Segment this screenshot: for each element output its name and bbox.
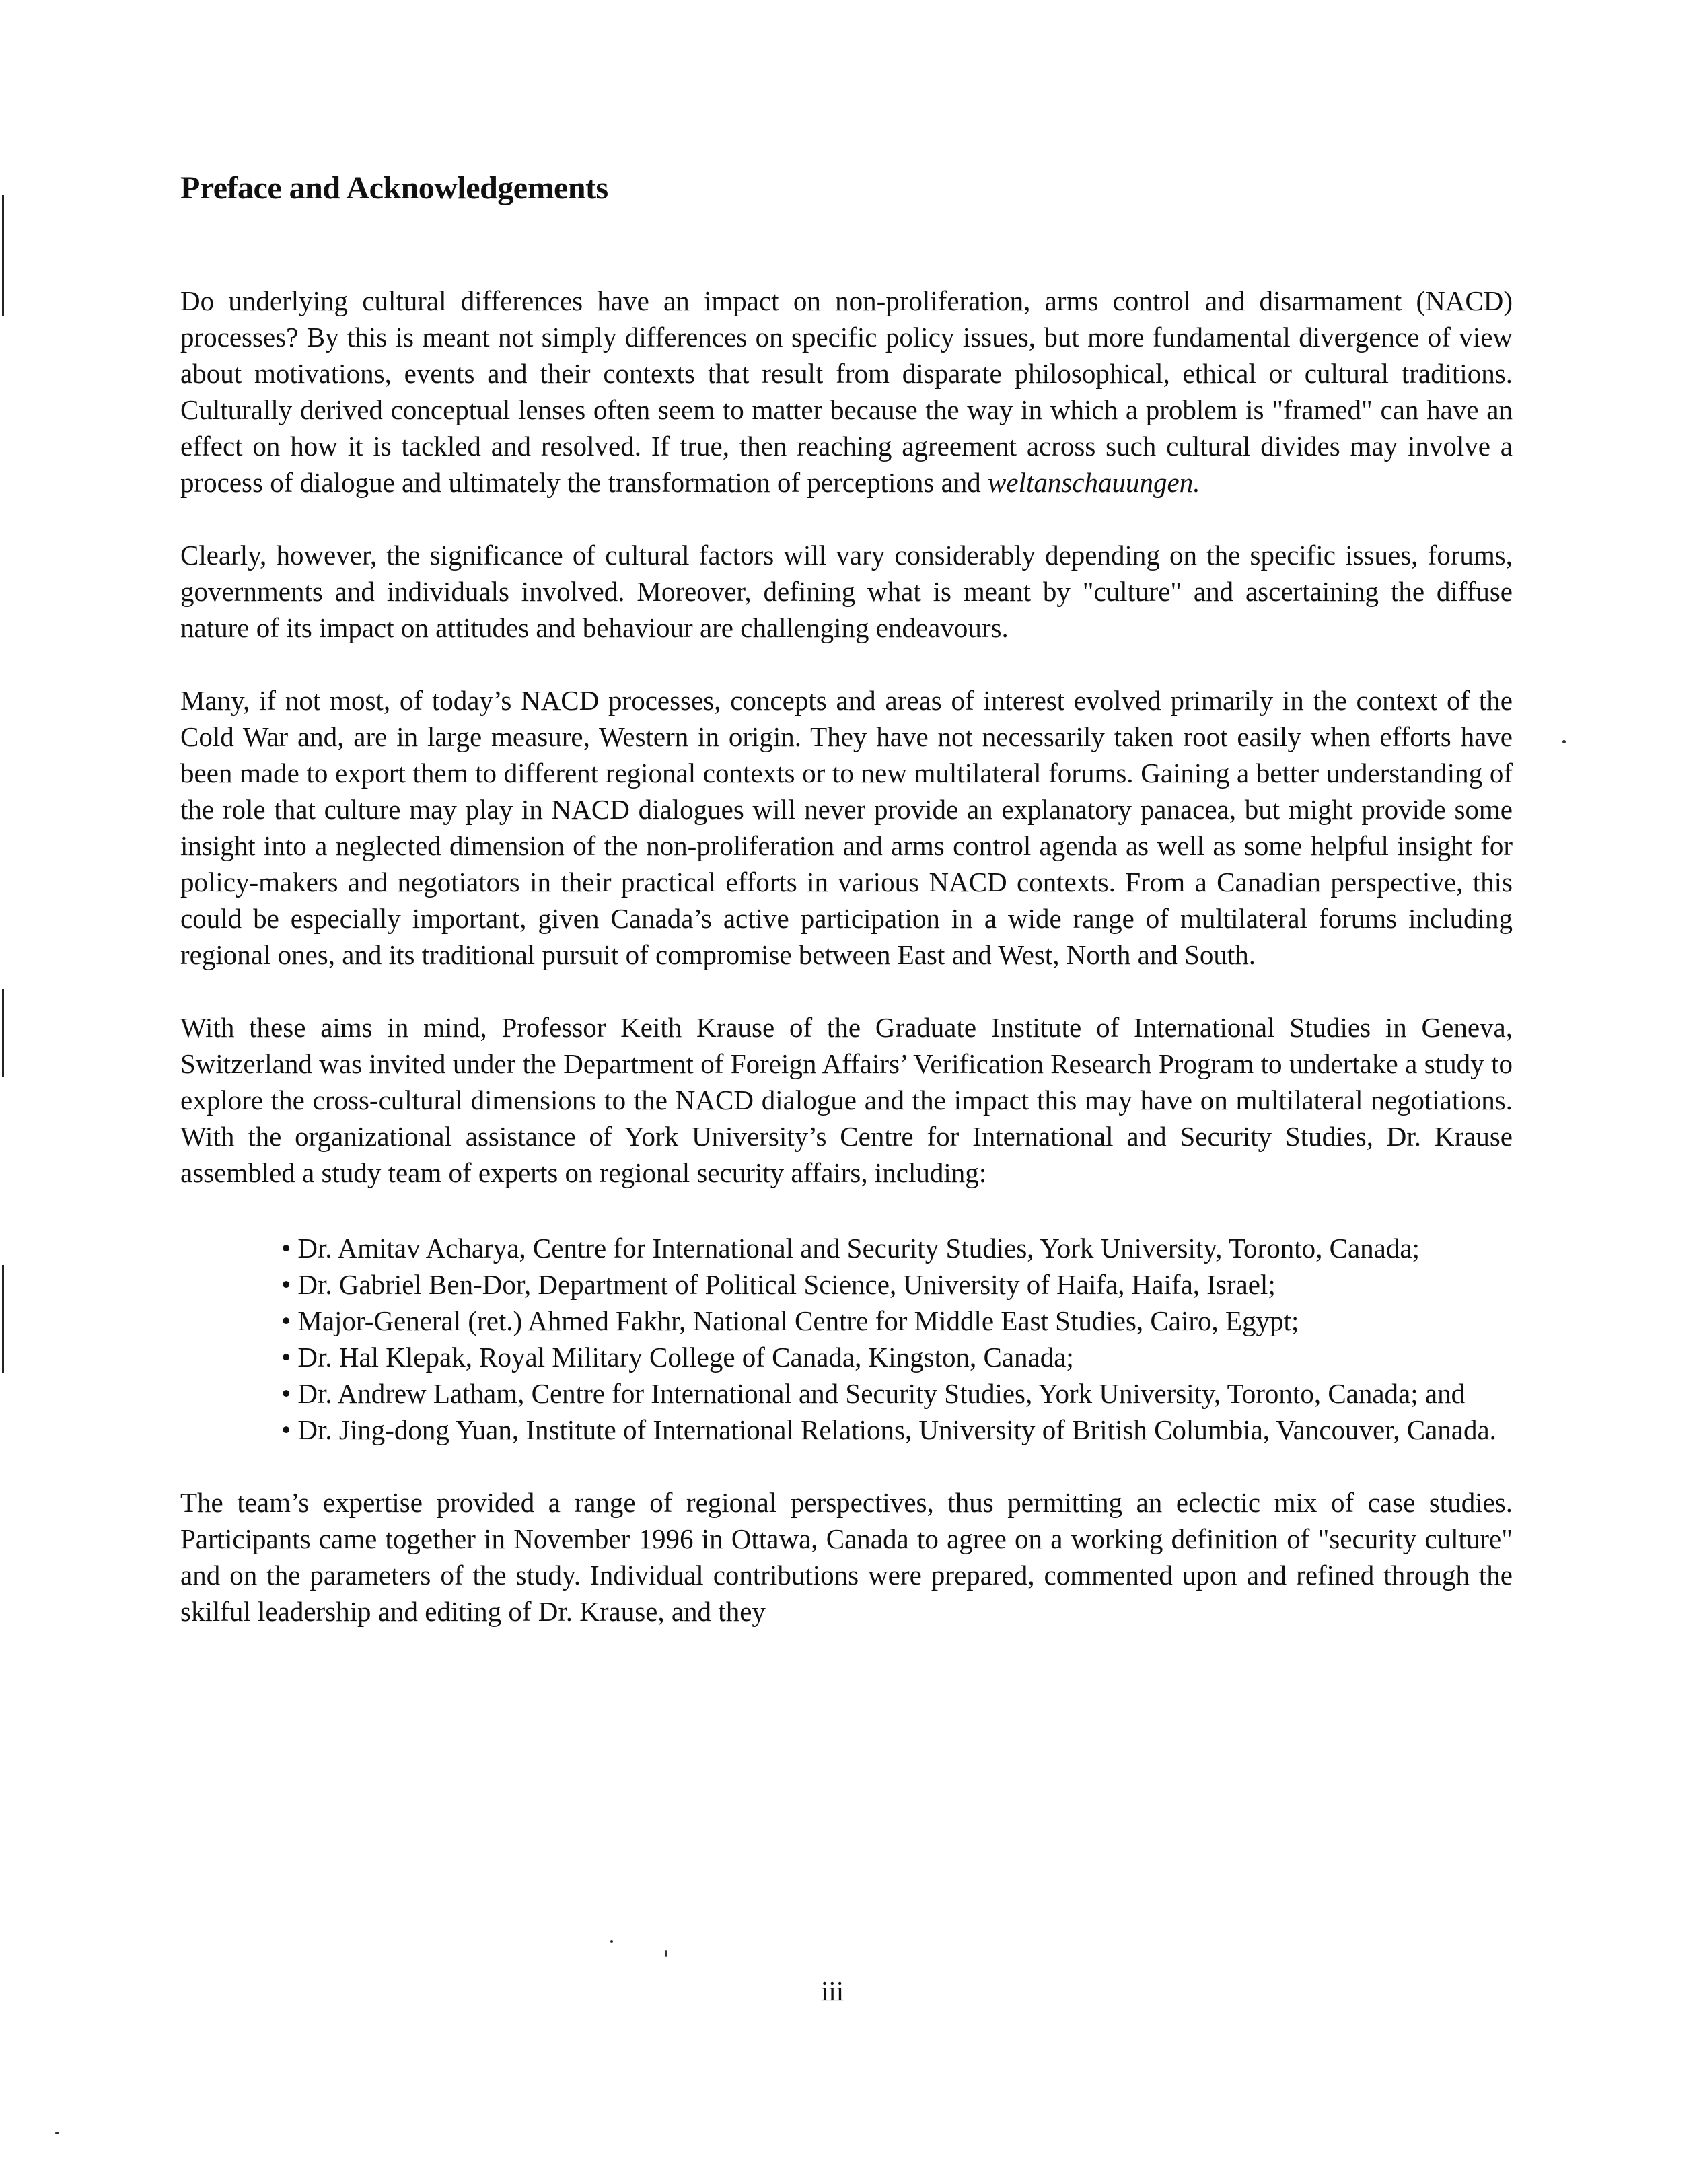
list-item-text: Dr. Hal Klepak, Royal Military College of Canada, Kingston, Canada; bbox=[297, 1342, 1074, 1373]
page-title: Preface and Acknowledgements bbox=[180, 170, 608, 206]
paragraph: With these aims in mind, Professor Keith Krause of the Graduate Institute of International Studies in Geneva, Switzerland was invited under the Department of Foreign Affairs’ Verification Research Program to undertake a study to explore the cross-cultural dimensions to the NACD dialogue and the impact this may have on multilateral negotiations. With the organizational assistance of York University’s Centre for International and Security Studies, Dr. Krause assembled a study team of experts on regional security affairs, including: bbox=[180, 1012, 1513, 1188]
paragraph bbox=[180, 283, 1513, 501]
document-body bbox=[180, 283, 1513, 1666]
scan-speck bbox=[610, 1940, 613, 1943]
paragraph: Clearly, however, the significance of cultural factors will vary considerably depending on the specific issues, forums, governments and individuals involved. Moreover, defining what is meant by "culture" and ascertaining the diffuse nature of its impact on attitudes and behaviour are challenging endeavours. bbox=[180, 540, 1513, 643]
list-item bbox=[281, 1266, 1513, 1303]
scan-edge-mark-top bbox=[2, 195, 4, 316]
paragraph-text: Do underlying cultural differences have an impact on non-proliferation, arms control and disarmament (NACD) processes? By this is meant not simply differences on specific policy issues, but more fundamental divergence of view about motivations, events and their contexts that result from disparate philosophical, ethical or cultural traditions. Culturally derived conceptual lenses often seem to matter because the way in which a problem is "framed" can have an effect on how it is tackled and resolved. If true, then reaching agreement across such cultural divides may involve a process of dialogue and ultimately the transformation of perceptions and bbox=[180, 285, 1513, 498]
list-item bbox=[281, 1303, 1513, 1339]
list-item-text: Dr. Gabriel Ben-Dor, Department of Political Science, University of Haifa, Haifa, Israel; bbox=[297, 1269, 1276, 1300]
list-item-text: Dr. Andrew Latham, Centre for International and Security Studies, York University, Toronto, Canada; and bbox=[297, 1378, 1466, 1409]
team-member-list bbox=[281, 1230, 1513, 1448]
scan-edge-mark-middle bbox=[2, 989, 4, 1077]
list-item bbox=[281, 1230, 1513, 1266]
scan-speck bbox=[55, 2132, 59, 2134]
bullet-icon: • bbox=[281, 1378, 291, 1409]
list-item bbox=[281, 1412, 1513, 1448]
bullet-icon: • bbox=[281, 1342, 291, 1373]
paragraph: The team’s expertise provided a range of regional perspectives, thus permitting an eclectic mix of case studies. Participants came together in November 1996 in Ottawa, Canada to agree on a working definition of "security culture" and on the parameters of the study. Individual contributions were prepared, commented upon and refined through the skilful leadership and editing of Dr. Krause, and they bbox=[180, 1487, 1513, 1627]
italic-term: weltanschauungen. bbox=[988, 467, 1200, 498]
list-item bbox=[281, 1375, 1513, 1412]
list-item-text: Dr. Jing-dong Yuan, Institute of International Relations, University of British Columbia, Vancouver, Canada. bbox=[297, 1414, 1496, 1445]
bullet-icon: • bbox=[281, 1414, 291, 1445]
page-number: iii bbox=[821, 1975, 844, 2006]
scan-speck bbox=[1562, 740, 1566, 743]
list-item-text: Dr. Amitav Acharya, Centre for International and Security Studies, York University, Toronto, Canada; bbox=[297, 1233, 1420, 1264]
scan-speck bbox=[665, 1950, 667, 1957]
list-item bbox=[281, 1339, 1513, 1375]
bullet-icon: • bbox=[281, 1269, 291, 1300]
paragraph: Many, if not most, of today’s NACD processes, concepts and areas of interest evolved primarily in the context of the Cold War and, are in large measure, Western in origin. They have not necessarily taken root easily when efforts have been made to export them to different regional contexts or to new multilateral forums. Gaining a better understanding of the role that culture may play in NACD dialogues will never provide an explanatory panacea, but might provide some insight into a neglected dimension of the non-proliferation and arms control agenda as well as some helpful insight for policy-makers and negotiators in their practical efforts in various NACD contexts. From a Canadian perspective, this could be especially important, given Canada’s active participation in a wide range of multilateral forums including regional ones, and its traditional pursuit of compromise between East and West, North and South. bbox=[180, 685, 1513, 970]
list-item-text: Major-General (ret.) Ahmed Fakhr, National Centre for Middle East Studies, Cairo, Egypt; bbox=[297, 1305, 1299, 1336]
scan-edge-mark-lower bbox=[2, 1265, 4, 1373]
bullet-icon: • bbox=[281, 1305, 291, 1336]
bullet-icon: • bbox=[281, 1233, 291, 1264]
